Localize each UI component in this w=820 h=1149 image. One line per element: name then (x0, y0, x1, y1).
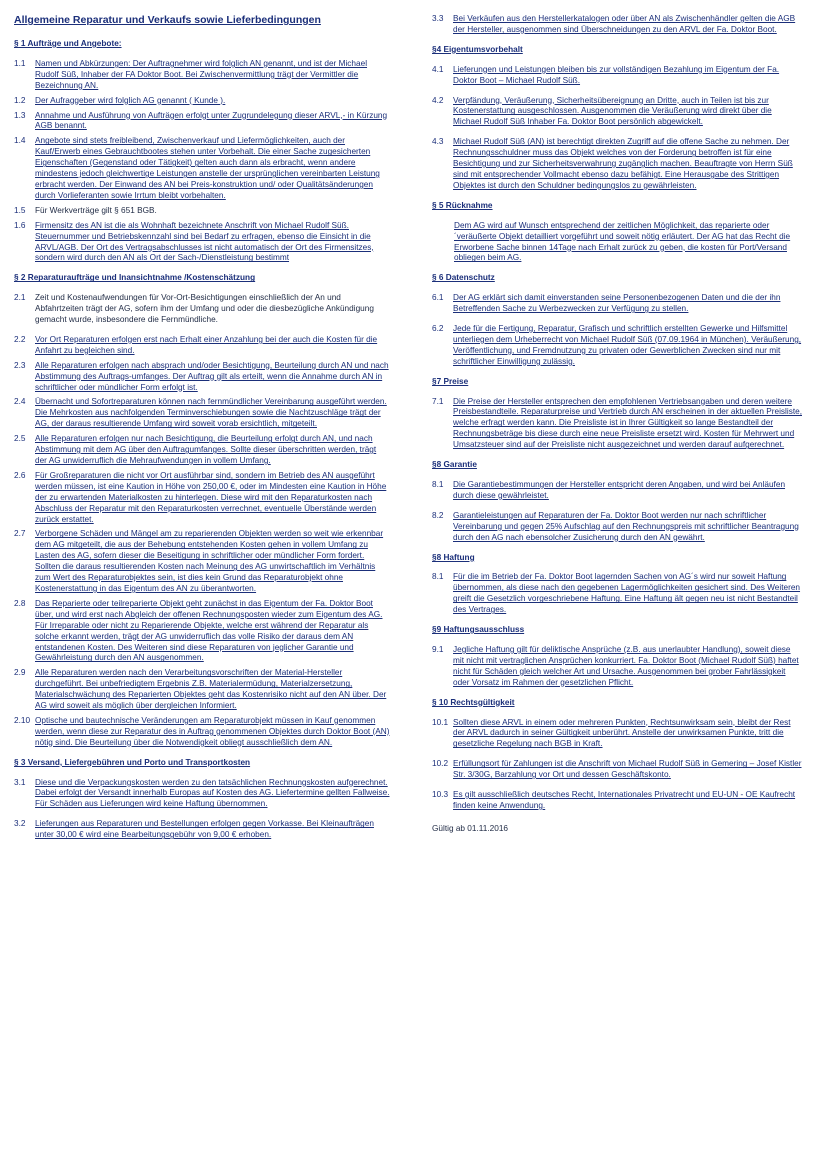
right-column (432, 14, 802, 835)
clause-number: 2.1 (14, 293, 26, 303)
clause-8-2 (432, 511, 802, 544)
section-4-heading: §4 Eigentumsvorbehalt (432, 44, 523, 54)
clause-2-9 (14, 668, 390, 712)
clause-10-2 (432, 759, 802, 781)
clause-4-3 (432, 137, 802, 192)
clause-number: 2.3 (14, 360, 26, 370)
clause-6-2 (432, 324, 802, 368)
clause-text: Alle Reparaturen erfolgen nur nach Besichtigung, die Beurteilung erfolgt durch AN, und nach Abstimmung mit dem AG über den Auftragumfanges. Sollte dieser überschritten werden, trägt der AG unwiderruflich die Mehraufwendungen in vollem Umfang. (35, 434, 377, 465)
section-7-heading: §7 Preise (432, 376, 469, 386)
clause-text: Jegliche Haftung gilt für deliktische Ansprüche (z.B. aus unerlaubter Handlung), soweit diese mit nicht mit vertraglichen Ansprüchen konkurriert. Fa. Doktor Boot (Michael Rudolf Süß) haftet nicht für Schäden gleich welcher Art und Ursache. Ausgenommen bei grober Fahrlässigkeit oder Vorsatz im Rahmen der gesetzlichen Pflicht. (453, 644, 799, 687)
clause-text: Verborgene Schäden und Mängel am zu reparierenden Objekten werden so weit wie erkennbar dem AG mitgeteilt, die aus der Behebung entstehenden Kosten gehen in vollem Umfang zu Lasten des AG, sofern dieser die Beseitigung in schriftlicher oder mündlicher Form fordert. Sollten die daraus resultierenden Kosten nach Meinung des AG unwirtschaftlich im Verhältnis zum Wert des Reparaturobjektes sein, ist dies kein Grund das Reparaturobjekt ohne Kostenerstattung in das Eigentum des AN zu überantworten. (35, 529, 384, 593)
section-5-heading: § 5 Rücknahme (432, 200, 493, 210)
clause-4-1 (432, 65, 802, 87)
clause-3-2 (14, 819, 390, 841)
clause-4-2 (432, 96, 802, 129)
clause-number: 3.1 (14, 777, 26, 787)
clause-1-1 (14, 59, 390, 92)
clause-text: Firmensitz des AN ist die als Wohnhaft bezeichnete Anschrift von Michael Rudolf Süß. Steuernummer und Betriebskennzahl sind bei Bedarf zu erfragen, ebenso die Einsicht in die ARVL/AGB. Der Ort des Vertragsabschlusses ist nicht automatisch der Ort des Firmensitzes, sondern wird durch den AN als Ort der Sach-/Dienstleistung bestimmt (35, 220, 374, 263)
section-3-heading: § 3 Versand, Liefergebühren und Porto und Transportkosten (14, 757, 251, 767)
clause-text: Jede für die Fertigung, Reparatur, Grafisch und schriftlich erstellten Gewerke und Hilfsmittel unterliegen dem Urheberrecht von Michael Rudolf Süß (07.09.1964 in München). Veräußerung, Veröffentlichung, und Fremdnutzung zu privaten oder Gewerblichen Zwecken sind nur mit schriftlicher Einwilligung zulässig. (453, 324, 802, 366)
clause-2-7 (14, 529, 390, 594)
clause-1-6 (14, 221, 390, 265)
clause-text: Die Garantiebestimmungen der Hersteller entspricht deren Angaben, und wird bei Anläufen durch diese gewährleistet. (453, 480, 786, 500)
clause-text: Für Werkverträge gilt § 651 BGB. (35, 205, 157, 215)
document-title: Allgemeine Reparatur und Verkaufs sowie Lieferbedingungen (14, 14, 321, 26)
clause-2-8 (14, 599, 390, 664)
validity-date: Gültig ab 01.11.2016 (432, 823, 508, 833)
clause-number: 7.1 (432, 396, 444, 406)
clause-number: 2.5 (14, 434, 26, 444)
clause-text: Namen und Abkürzungen: Der Auftragnehmer wird folglich AN genannt, und ist der Michael Rudolf Süß, Inhaber der FA Doktor Boot. Bei Zwischenvermittlung trägt der Vermittler die Bezeichnung AN. (35, 58, 368, 90)
clause-1-2 (14, 96, 390, 107)
clause-number: 10.2 (432, 759, 449, 769)
clause-number: 2.4 (14, 397, 26, 407)
clause-number: 8.2 (432, 510, 444, 520)
section-1-heading: § 1 Aufträge und Angebote: (14, 39, 122, 48)
clause-number: 1.6 (14, 220, 26, 230)
clause-text: Für die im Betrieb der Fa. Doktor Boot lagernden Sachen von AG´s wird nur soweit Haftung übernommen, als diese nach den gegebenen Lagermöglichkeiten gesichert sind. Des Weiteren greift die Gesetzlich vorgeschriebene Haftung. Eine Haftung ält gegen neu ist nicht Bestandteil des Vertrages. (453, 572, 801, 615)
clause-number: 2.7 (14, 529, 26, 539)
clause-2-6 (14, 471, 390, 526)
clause-number: 3.3 (432, 14, 444, 23)
clause-text: Angebote sind stets freibleibend, Zwischenverkauf und Liefermöglichkeiten, auch der Kauf/Erwerb eines Gebrauchtbootes stehen unter Vorbehalt. Die einer Sache zugesicherten Eigenschaften (Gegenstand oder Tätigkeit) gelten auch dann als erbracht, wenn andere mindestens jedoch gleichwertige Leistungen anstelle der ursprünglichen vereinbarten Leistung erbracht werden. Der Einwand des AN bei Preis-konstruktion und/ oder Qualitätsänderungen durch Vorlieferanten sowie Irrtum bleibt vorbehalten. (35, 136, 380, 200)
clause-2-3 (14, 361, 390, 394)
clause-text: Vor Ort Reparaturen erfolgen erst nach Erhalt einer Anzahlung bei der auch die Kosten für die Anfahrt zu begleichen sind. (35, 334, 378, 355)
clause-number: 8.1 (432, 480, 444, 489)
clause-number: 3.2 (14, 819, 26, 829)
clause-number: 2.2 (14, 334, 26, 344)
clause-8-1 (432, 480, 802, 502)
clause-text: Michael Rudolf Süß (AN) ist berechtigt direkten Zugriff auf die offene Sache zu nehmen. Der Rechnungsschuldner muss das Objekt welches von der Forderung betroffen ist für eine Besichtigung und zur Sicherheitsverwahrung zugänglich machen. Beauftragte von Herrn Süß sind mit entsprechender Vollmacht ebenso dazu befähigt. Eine Herausgabe des Strittigen Objektes ist durch den Schuldner bedingungslos zu gewährleisten. (453, 137, 793, 190)
clause-1-5 (14, 206, 390, 217)
clause-text: Erfüllungsort für Zahlungen ist die Anschrift von Michael Rudolf Süß in Gemering – Josef Kistler Str. 3/30G, Barzahlung vor Ort und dessen Geschäftskonto. (453, 759, 802, 780)
clause-number: 10.3 (432, 790, 449, 800)
clause-number: 2.8 (14, 598, 26, 608)
section-2-heading: § 2 Reparaturaufträge und Inansichtnahme /Kostenschätzung (14, 273, 256, 283)
clause-1-3 (14, 111, 390, 133)
clause-text: Bei Verkäufen aus den Herstellerkatalogen oder über AN als Zwischenhändler gelten die AGB der Hersteller, ausgenommen sind Überschneidungen zu den ARVL der Fa. Doktor Boot. (453, 14, 796, 34)
section-8-heading: §8 Garantie (432, 460, 477, 470)
clause-text: Der Aufraggeber wird folglich AG genannt ( Kunde ). (35, 95, 226, 105)
clause-number: 1.4 (14, 136, 26, 146)
clause-number: 4.1 (432, 64, 444, 74)
section-10-heading: § 10 Rechtsgültigkeit (432, 697, 515, 707)
clause-text: Optische und bautechnische Veränderungen am Reparaturobjekt müssen in Kauf genommen werden, wenn diese zur Reparatur des in Auftrag genommenen Objektes durch Doktor Boot (AN) nötig sind. Die Beurteilung über die Notwendigkeit obliegt ausschließlich dem AN. (35, 715, 390, 747)
clause-number: 10.1 (432, 717, 449, 727)
clause-text: Annahme und Ausführung von Aufträgen erfolgt unter Zugrundelegung dieser ARVL,- in Kürzung AGB benannt. (35, 110, 388, 131)
clause-text: Der AG erklärt sich damit einverstanden seine Personenbezogenen Daten und die der ihn Betreffenden Sache zu Werbezwecken zur Verfügung zu stellen. (453, 293, 781, 314)
clause-7-1 (432, 397, 802, 452)
clause-text: Für Großreparaturen die nicht vor Ort ausführbar sind, sondern im Betrieb des AN ausgeführt werden müssen, ist eine Kaution in Höhe von 250,00 €, oder im Mindesten eine Kaution in Höhe der zu erwartenden Materialkosten zu hinterlegen. Diese wird mit den Reparaturkosten nach Abschluss der Reparatur mit den Reparaturkosten verrechnet, eventuelle Überstände werden zurück erstattet. (35, 470, 387, 524)
section-haftung-heading: §8 Haftung (432, 552, 475, 562)
clause-text: Diese und die Verpackungskosten werden zu den tatsächlichen Rechnungskosten aufgerechnet. Dabei erfolgt der Versandt innerhalb Europas auf Kosten des AG. Liefertermine gellten Fallweise. Für Schäden aus Lieferungen wird keine Haftung übernommen. (35, 777, 390, 809)
clause-6-1 (432, 293, 802, 315)
clause-2-2 (14, 335, 390, 357)
clause-haftung-8-1 (432, 572, 802, 616)
clause-number: 1.5 (14, 205, 26, 215)
left-column (14, 14, 390, 845)
clause-text: Verpfändung, Veräußerung, Sicherheitsübereignung an Dritte, auch in Teilen ist bis zur Kostenerstattung ausgeschlossen. Ausgenommen die Veräußerung wird direkt über die Michael Rudolf Süß Inhaber Fa. Doktor Boot persönlich abgewickelt. (453, 95, 772, 127)
clause-text: Lieferungen aus Reparaturen und Bestellungen erfolgen gegen Vorkasse. Bei Kleinaufträgen unter 30,00 € wird eine Bearbeitungsgebühr von 9,00 € erhoben. (35, 819, 374, 840)
clause-number: 2.10 (14, 715, 31, 725)
clause-text: Alle Reparaturen werden nach den Verarbeitungsvorschriften der Material-Hersteller durchgeführt. Bei unbefriedigtem Ergebnis Z.B. Materialermüdung, Materialzersetzung, Materialschwächung des Reparierten Objektes geht das Kostenrisiko nicht auf den AN über. Der AG wird soweit als möglich über dergleichen Informiert. (35, 668, 387, 711)
clause-text: Zeit und Kostenaufwendungen für Vor-Ort-Besichtigungen einschließlich der An und Abfahrtzeiten trägt der AG, sofern ihm der Umfang und oder die diesbezügliche Ankündigung gemacht wurde, insbesondere die Fernmündliche. (35, 293, 374, 325)
clause-number: 1.1 (14, 58, 26, 68)
clause-10-3 (432, 790, 802, 812)
clause-number: 2.9 (14, 668, 26, 678)
clause-2-10 (14, 716, 390, 749)
clause-2-5 (14, 434, 390, 467)
clause-2-1 (14, 293, 390, 326)
clause-text: Alle Reparaturen erfolgen nach absprach und/oder Besichtigung, Beurteilung durch AN und nach Abstimmung des Auftrags-umfanges. Der Auftrag gilt als erteilt, wenn die Annahme durch AN in schriftlicher oder mündlicher Form erfolgt ist. (35, 360, 389, 392)
clause-number: 4.2 (432, 95, 444, 105)
clause-2-4 (14, 397, 390, 430)
clause-number: 8.1 (432, 572, 444, 582)
clause-10-1 (432, 718, 802, 751)
clause-text: Es gilt ausschließlich deutsches Recht, Internationales Privatrecht und EU-UN - OE Kaufrecht finden keine Anwendung. (453, 790, 796, 810)
section-5-text: Dem AG wird auf Wunsch entsprechend der zeitlichen Möglichkeit, das reparierte oder´veräußerte Objekt detailliert vorgeführt und soweit nötig erläutert. Der AG hat das Recht die Erworbene Sache binnen 14Tage nach Erhalt zurück zu geben, die kosten für Port/Versand obliegen beim AG. (454, 220, 791, 263)
clause-number: 4.3 (432, 137, 444, 147)
clause-number: 1.3 (14, 110, 26, 120)
clause-1-4 (14, 136, 390, 201)
section-9-heading: §9 Haftungsausschluss (432, 625, 525, 635)
clause-number: 6.2 (432, 324, 444, 334)
clause-9-1 (432, 645, 802, 689)
clause-text: Sollten diese ARVL in einem oder mehreren Punkten, Rechtsunwirksam sein, bleibt der Rest der ARVL dadurch in seiner Gültigkeit unberührt. Anstelle der unwirksamen Punkte, tritt die gesetzliche Regelung nach BGB in Kraft. (453, 717, 791, 749)
clause-number: 6.1 (432, 293, 444, 303)
clause-text: Lieferungen und Leistungen bleiben bis zur vollständigen Bezahlung im Eigentum der Fa. Doktor Boot – Michael Rudolf Süß. (453, 64, 780, 85)
clause-text: Übernacht und Sofortreparaturen können nach fernmündlicher Vereinbarung ausgeführt werden. Die Mehrkosten aus nachfolgenden Terminverschiebungen sowie die Nachtzuschläge trägt der AG, der daraus resultierende Umfang wird soweit vorab ersichtlich, mitgeteilt. (35, 397, 387, 429)
clause-number: 2.6 (14, 470, 26, 480)
section-6-heading: § 6 Datenschutz (432, 273, 495, 283)
clause-3-3 (432, 14, 802, 36)
clause-number: 1.2 (14, 95, 26, 105)
clause-text: Das Reparierte oder teilreparierte Objekt geht zunächst in das Eigentum der Fa. Doktor Boot über, und wird erst nach Abgleich der offenen Rechnungsposten wieder zum Eigentum des AG. Für Irreparable oder nicht zu Reparierende Objekte, welche erst während der Reparatur als solche erkannt werden, trägt der AG unwiderruflich das volle Risiko der daraus dem AN entstandenen Kosten. Des Weiteren sind diese Reparaturen von jeglicher Garantie und Gewährleistung durch den AN ausgenommen. (35, 598, 383, 663)
clause-number: 9.1 (432, 644, 444, 654)
clause-text: Garantieleistungen auf Reparaturen der Fa. Doktor Boot werden nur nach schriftlicher Vereinbarung und gegen 25% Aufschlag auf den Rechnungspreis mit schriftlicher Beantragung durch den AG nach ebensolcher Zusicherung durch den AN gewährt. (453, 510, 799, 542)
clause-3-1 (14, 778, 390, 811)
clause-text: Die Preise der Hersteller entsprechen den empfohlenen Vertriebsangaben und deren weitere Preisbestandteile. Reparaturpreise und Vertrieb durch AN erscheinen in der aktuellen Preisliste, welche erfragt werden kann. Die Preisliste ist in Ihrer Gültigkeit so lange Bestandteil der Rechnungsbeträge bis diese durch eine neue Preisliste ersetzt wird. Kosten für Mehrwert und Umsatzsteuer sind auf der Preisliste nicht ausgezeichnet und werden darauf aufgerechnet. (453, 396, 802, 450)
